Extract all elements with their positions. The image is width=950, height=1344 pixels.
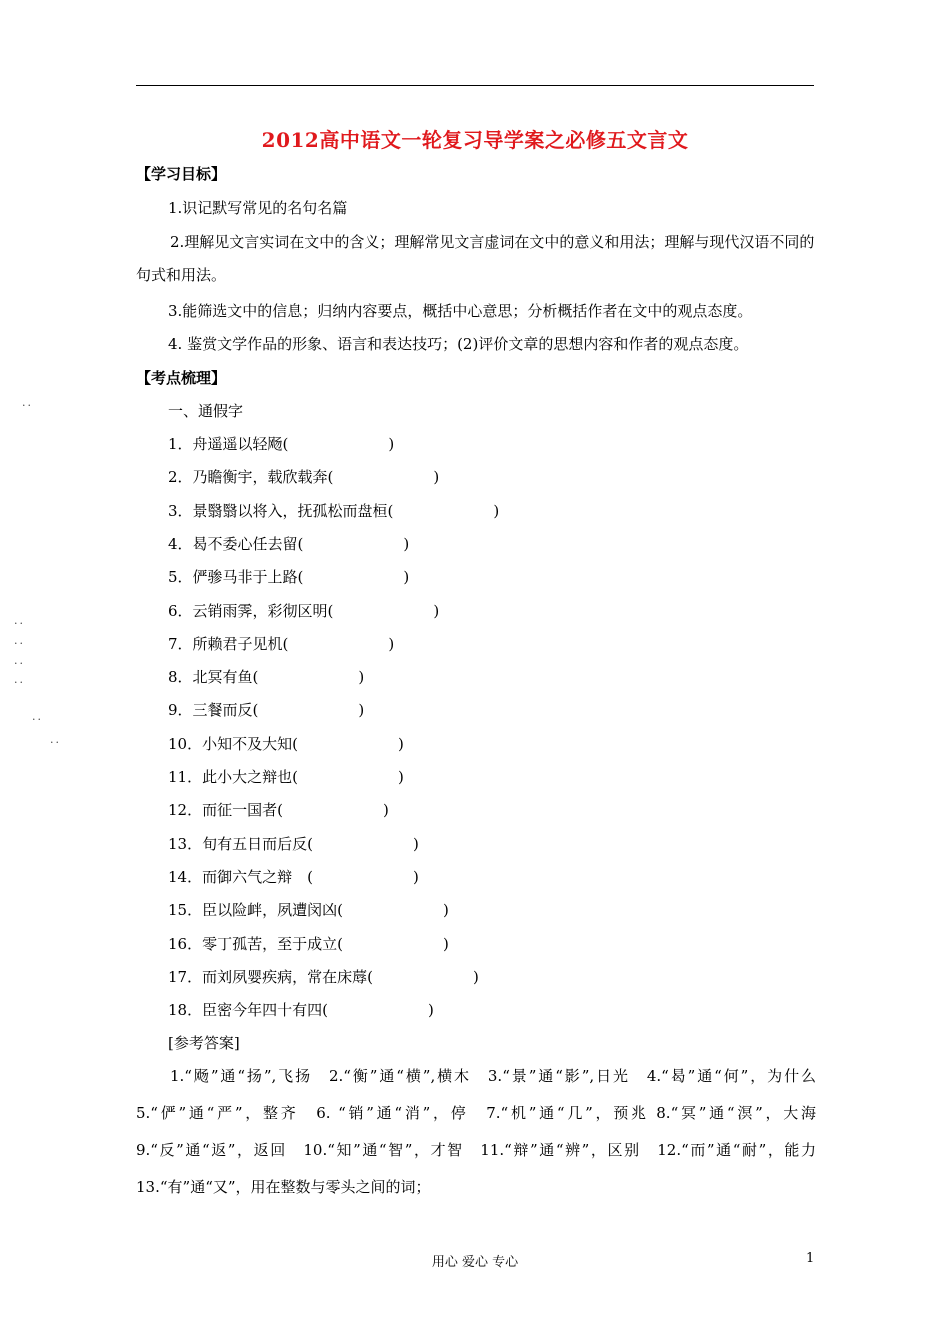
closing-paren: ) xyxy=(427,1001,434,1020)
closing-paren: ) xyxy=(388,634,395,653)
exercise-text: 12．而征一国者( xyxy=(168,801,283,820)
exercise-item xyxy=(168,866,419,887)
exercise-text: 3．景翳翳以将入，抚孤松而盘桓( xyxy=(168,501,394,520)
exercise-text: 2．乃瞻衡宇，载欣载奔( xyxy=(168,468,334,487)
section-heading-key-points: 【考点梳理】 xyxy=(136,369,227,387)
exercise-item xyxy=(168,933,449,954)
exercise-item xyxy=(168,699,364,720)
exercise-item xyxy=(168,633,394,654)
exercise-item xyxy=(168,766,404,787)
closing-paren: ) xyxy=(397,734,404,753)
exercise-text: 9．三餐而反( xyxy=(168,701,259,720)
exercise-text: 18．臣密今年四十有四( xyxy=(168,1001,328,1020)
closing-paren: ) xyxy=(382,801,389,820)
exercise-item xyxy=(168,533,409,554)
exercise-text: 13．旬有五日而后反( xyxy=(168,834,313,853)
margin-mark: .. xyxy=(50,733,61,746)
margin-mark: .. xyxy=(14,614,25,627)
closing-paren: ) xyxy=(493,501,500,520)
closing-paren: ) xyxy=(403,568,410,587)
exercise-item xyxy=(168,566,409,587)
exercise-item xyxy=(168,600,439,621)
exercise-text: 6．云销雨霁，彩彻区明( xyxy=(168,601,334,620)
exercise-item xyxy=(168,966,479,987)
subsection-title: 一、通假字 xyxy=(168,402,244,420)
margin-mark: .. xyxy=(14,634,25,647)
exercise-item xyxy=(168,899,449,920)
objective-4: 4. 鉴赏文学作品的形象、语言和表达技巧；(2)评价文章的思想内容和作者的观点态度。 xyxy=(168,335,749,353)
margin-mark: .. xyxy=(14,654,25,667)
exercise-text: 8．北冥有鱼( xyxy=(168,668,259,687)
closing-paren: ) xyxy=(433,468,440,487)
margin-mark: .. xyxy=(14,673,25,686)
header-rule xyxy=(136,85,814,86)
closing-paren: ) xyxy=(388,435,395,453)
closing-paren: ) xyxy=(403,534,410,553)
page-number: 1 xyxy=(806,1251,815,1266)
margin-mark: .. xyxy=(22,396,33,409)
closing-paren: ) xyxy=(397,768,404,786)
exercise-text: 10．小知不及大知( xyxy=(168,734,298,753)
section-heading-objectives: 【学习目标】 xyxy=(136,165,227,183)
exercise-item xyxy=(168,433,394,454)
objective-2: 2.理解见文言实词在文中的含义；理解常见文言虚词在文中的意义和用法；理解与现代汉语不同的句式和用法。 xyxy=(136,233,815,284)
exercise-item xyxy=(168,833,419,854)
closing-paren: ) xyxy=(442,901,449,920)
exercise-item xyxy=(168,466,439,487)
exercise-item xyxy=(168,500,499,521)
closing-paren: ) xyxy=(358,668,365,687)
closing-paren: ) xyxy=(358,701,365,720)
margin-mark: .. xyxy=(32,710,43,723)
closing-paren: ) xyxy=(472,967,479,986)
closing-paren: ) xyxy=(412,834,419,853)
exercise-item xyxy=(168,733,404,754)
closing-paren: ) xyxy=(412,867,419,886)
exercise-text: 11．此小大之辩也( xyxy=(168,768,298,786)
closing-paren: ) xyxy=(442,934,449,953)
exercise-text: 5．俨骖马非于上路( xyxy=(168,568,304,587)
exercise-text: 1．舟遥遥以轻飏( xyxy=(168,435,289,453)
exercise-text: 4．曷不委心任去留( xyxy=(168,534,304,553)
exercise-text: 16．零丁孤苦，至于成立( xyxy=(168,934,343,953)
exercise-text: 17．而刘夙婴疾病，常在床蓐( xyxy=(168,967,373,986)
objective-3: 3.能筛选文中的信息；归纳内容要点，概括中心意思；分析概括作者在文中的观点态度。 xyxy=(168,302,753,320)
answer-heading: [参考答案] xyxy=(168,1034,240,1052)
exercise-text: 14．而御六气之辩 ( xyxy=(168,867,313,886)
exercise-item xyxy=(168,666,364,687)
closing-paren: ) xyxy=(433,601,440,620)
answer-text: 1.“飏”通“扬”,飞扬 2.“衡”通“横”,横木 3.“景”通“影”,日光 4.“曷”通“何”，为什么 5.“俨”通“严”，整齐 6. “销”通“消”，停 7.“机”通“几”，预兆 8.“冥”通“溟”，大海 9.“反”通“返”，返回 10.“知”通“智”，才智 11.“辩”通“辨”，区别 12.“而”通“耐”，能力 13.“有”通“又”，用在整数与零头之间的词； xyxy=(136,1067,832,1196)
exercise-item xyxy=(168,799,389,820)
exercise-text: 15．臣以险衅，夙遭闵凶( xyxy=(168,901,343,920)
exercise-text: 7．所赖君子见机( xyxy=(168,634,289,653)
objective-1: 1.识记默写常见的名句名篇 xyxy=(168,199,348,217)
exercise-item xyxy=(168,999,434,1020)
page-title: 2012高中语文一轮复习导学案之必修五文言文 xyxy=(261,128,689,152)
footer-slogan: 用心 爱心 专心 xyxy=(431,1255,519,1270)
